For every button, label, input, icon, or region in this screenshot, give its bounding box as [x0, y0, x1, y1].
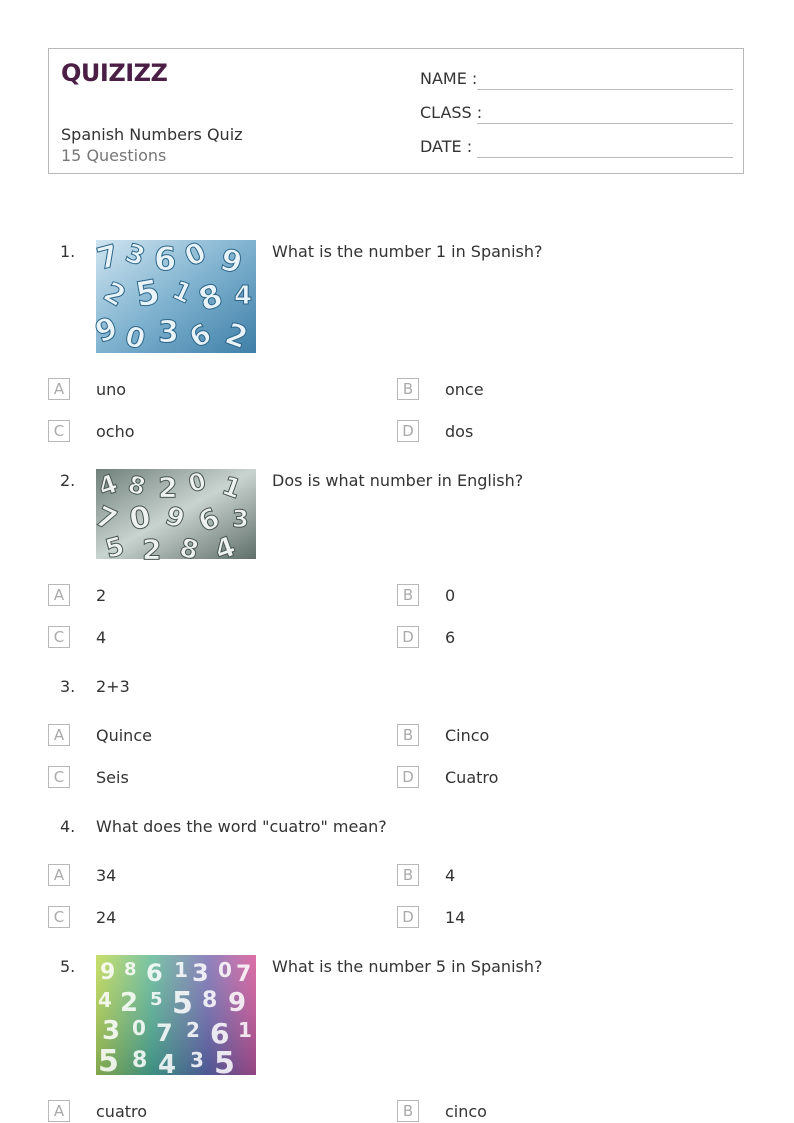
option-letter-box[interactable]: A — [48, 584, 70, 606]
question-number: 3. — [60, 677, 76, 696]
svg-text:8: 8 — [193, 275, 228, 319]
svg-text:3: 3 — [121, 238, 149, 273]
class-label: CLASS : — [420, 103, 483, 122]
svg-text:2: 2 — [120, 988, 139, 1018]
svg-text:1: 1 — [174, 958, 188, 982]
option-letter-box[interactable]: C — [48, 626, 70, 648]
option-letter-box[interactable]: B — [397, 1100, 419, 1122]
question-image — [90, 466, 256, 568]
option-text: cuatro — [96, 1102, 148, 1121]
svg-text:4: 4 — [234, 281, 253, 311]
option-text: 0 — [445, 586, 456, 605]
option-text: dos — [445, 422, 474, 441]
option-text: ocho — [96, 422, 135, 441]
option-text: once — [445, 380, 484, 399]
option-letter-box[interactable]: B — [397, 584, 419, 606]
svg-text:0: 0 — [121, 319, 149, 357]
option-text: uno — [96, 380, 127, 399]
svg-text:0: 0 — [126, 499, 154, 538]
svg-text:7: 7 — [93, 238, 123, 278]
svg-text:6: 6 — [154, 240, 177, 278]
worksheet-header — [48, 48, 744, 174]
svg-text:0: 0 — [185, 466, 209, 499]
svg-text:4: 4 — [94, 468, 122, 504]
svg-text:3: 3 — [102, 1016, 121, 1046]
option-text: Seis — [96, 768, 129, 787]
svg-text:0: 0 — [218, 958, 232, 982]
question-number: 1. — [60, 242, 76, 261]
question-text: 2+3 — [96, 677, 130, 696]
option-letter-box[interactable]: B — [397, 724, 419, 746]
name-line[interactable] — [477, 89, 733, 90]
svg-text:4: 4 — [98, 988, 112, 1012]
date-label: DATE : — [420, 137, 473, 156]
option-text: 34 — [96, 866, 117, 885]
option-letter-box[interactable]: A — [48, 378, 70, 400]
svg-text:3: 3 — [190, 1048, 204, 1072]
svg-text:8: 8 — [132, 1048, 148, 1073]
quizizz-logo: QUIZIZZ — [61, 59, 168, 87]
question-image — [96, 955, 256, 1081]
option-letter-box[interactable]: B — [397, 864, 419, 886]
option-text: 6 — [445, 628, 456, 647]
question-text: What is the number 1 in Spanish? — [272, 242, 543, 261]
svg-text:2: 2 — [158, 471, 178, 504]
svg-text:1: 1 — [217, 470, 246, 506]
svg-text:3: 3 — [158, 315, 179, 350]
svg-text:5: 5 — [172, 986, 193, 1021]
question-count: 15 Questions — [61, 146, 167, 165]
svg-text:8: 8 — [125, 469, 149, 502]
option-letter-box[interactable]: C — [48, 420, 70, 442]
option-letter-box[interactable]: B — [397, 378, 419, 400]
svg-text:5: 5 — [102, 531, 128, 566]
question-text: What does the word "cuatro" mean? — [96, 817, 387, 836]
svg-text:4: 4 — [158, 1050, 177, 1080]
svg-text:5: 5 — [132, 272, 163, 316]
option-letter-box[interactable]: C — [48, 906, 70, 928]
option-letter-box[interactable]: A — [48, 1100, 70, 1122]
question-text: Dos is what number in English? — [272, 471, 524, 490]
option-letter-box[interactable]: A — [48, 724, 70, 746]
numbers-image — [96, 955, 256, 1081]
svg-text:9: 9 — [90, 310, 123, 351]
svg-text:2: 2 — [142, 533, 162, 566]
option-text: 2 — [96, 586, 107, 605]
svg-text:2: 2 — [97, 275, 132, 314]
svg-text:3: 3 — [192, 959, 209, 987]
svg-text:3: 3 — [232, 505, 249, 533]
option-text: 14 — [445, 908, 466, 927]
option-text: 24 — [96, 908, 117, 927]
option-letter-box[interactable]: D — [397, 766, 419, 788]
svg-text:9: 9 — [161, 500, 189, 536]
question-image — [90, 235, 256, 357]
option-letter-box[interactable]: D — [397, 626, 419, 648]
name-label: NAME : — [420, 69, 478, 88]
option-text: Cinco — [445, 726, 490, 745]
svg-text:9: 9 — [216, 242, 246, 282]
option-letter-box[interactable]: C — [48, 766, 70, 788]
option-text: cinco — [445, 1102, 487, 1121]
svg-text:2: 2 — [186, 1018, 200, 1042]
svg-text:6: 6 — [183, 316, 217, 355]
question-number: 5. — [60, 957, 76, 976]
svg-text:0: 0 — [132, 1016, 146, 1040]
numbers-image — [90, 235, 256, 357]
date-line[interactable] — [477, 157, 733, 158]
svg-text:7: 7 — [236, 962, 252, 987]
quiz-title: Spanish Numbers Quiz — [61, 125, 243, 144]
question-number: 4. — [60, 817, 76, 836]
svg-text:1: 1 — [167, 275, 197, 311]
svg-text:6: 6 — [210, 1017, 230, 1050]
svg-text:8: 8 — [202, 988, 218, 1013]
svg-text:0: 0 — [179, 235, 212, 274]
svg-text:8: 8 — [176, 532, 202, 567]
option-text: Quince — [96, 726, 152, 745]
svg-text:5: 5 — [150, 989, 163, 1010]
svg-text:9: 9 — [100, 960, 116, 985]
svg-text:5: 5 — [214, 1046, 235, 1081]
option-text: 4 — [96, 628, 107, 647]
svg-text:7: 7 — [156, 1019, 173, 1047]
class-line[interactable] — [477, 123, 733, 124]
option-letter-box[interactable]: D — [397, 906, 419, 928]
option-letter-box[interactable]: A — [48, 864, 70, 886]
svg-text:2: 2 — [220, 316, 253, 357]
option-text: 4 — [445, 866, 456, 885]
svg-text:6: 6 — [146, 959, 163, 987]
svg-text:4: 4 — [210, 529, 240, 568]
svg-text:1: 1 — [238, 1018, 252, 1042]
svg-text:9: 9 — [228, 988, 247, 1018]
option-letter-box[interactable]: D — [397, 420, 419, 442]
question-number: 2. — [60, 471, 76, 490]
numbers-image — [90, 466, 256, 568]
option-text: Cuatro — [445, 768, 499, 787]
svg-text:5: 5 — [98, 1044, 119, 1079]
svg-text:8: 8 — [124, 959, 137, 980]
question-text: What is the number 5 in Spanish? — [272, 957, 543, 976]
svg-text:7: 7 — [90, 499, 123, 538]
svg-text:6: 6 — [192, 500, 225, 540]
